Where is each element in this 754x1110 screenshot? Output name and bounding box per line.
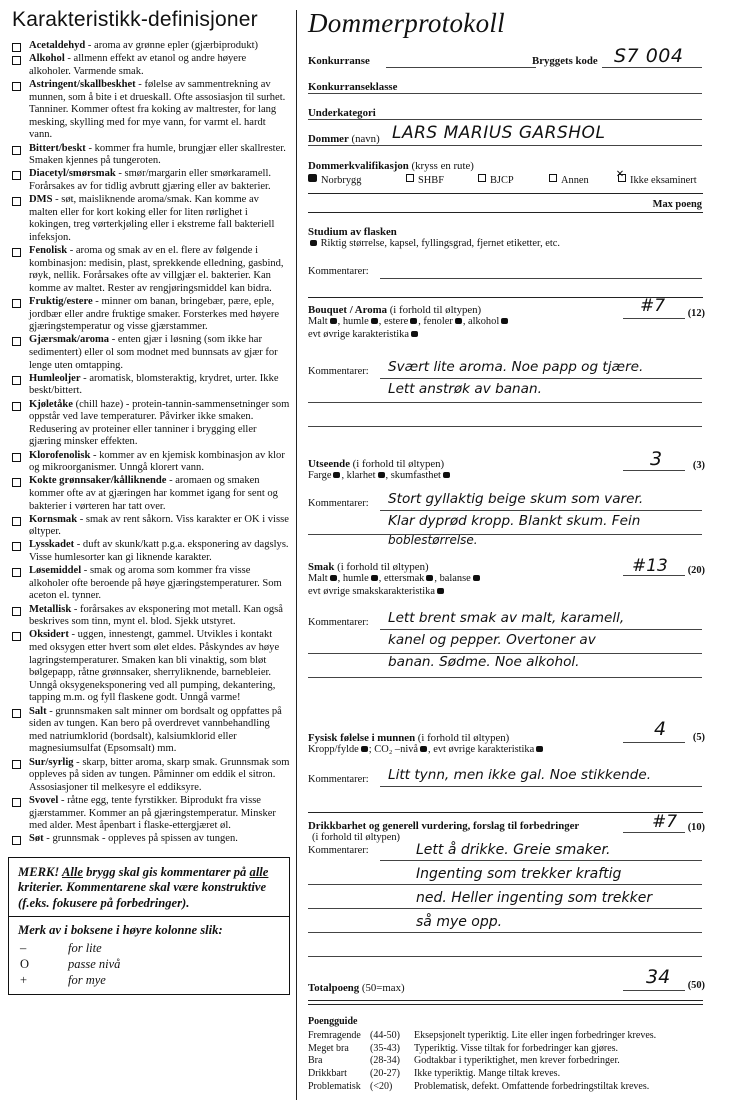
definition-text: - råtne egg, tente fyrstikker. Biprodukt fra visse gjærstammer. Kommer an på gjæringstemperatur. Minsker med alder. Mest åpenbart i flaske-ettergjæret øl.: [29, 794, 276, 832]
fysisk-comment: [388, 764, 698, 786]
definition-term: Metallisk: [29, 603, 72, 615]
studium-title: Studium av flasken: [308, 226, 397, 238]
guide-range: (35-43): [370, 1042, 400, 1054]
guide-name: Meget bra: [308, 1042, 349, 1054]
criterion-label: evt øvrige smakskarakteristika: [308, 585, 435, 597]
definition-term: Svovel: [29, 794, 59, 806]
definition-text: - grunnsmaken salt minner om bordsalt og oppfattes på siden av tungen. Kan bero på overdrevet vannbehandling med natriumklorid (bordsalt), kalsiumklorid eller magnesiumsulfat (Epsomsalt) mm.: [29, 705, 282, 755]
criterion-label: , evt øvrige karakteristika: [428, 744, 535, 755]
definition-text: - smør/margarin eller smørkaramell. Forårsakes av for tidlig avbrutt gjæring eller av bakterier.: [29, 168, 272, 192]
definition-item: [8, 399, 290, 449]
total-score-field[interactable]: [623, 990, 685, 991]
definition-item: [8, 565, 290, 603]
konkurranse-field[interactable]: [386, 67, 536, 68]
merk-note: [8, 857, 290, 918]
comment-line: boblestørrelse.: [388, 533, 478, 547]
mark-icon[interactable]: [378, 472, 385, 478]
protocol-title: Dommerprotokoll: [308, 8, 505, 38]
guide-range: (20-27): [370, 1068, 400, 1080]
definition-term: Humleoljer: [29, 372, 81, 384]
definition-item: [8, 539, 290, 564]
legend-desc: for mye: [68, 973, 106, 988]
legend-desc: passe nivå: [68, 957, 121, 972]
criterion-label: , alkohol: [462, 316, 500, 327]
merk-note-alle-1: Alle: [61, 864, 83, 879]
definition-term: DMS: [29, 194, 53, 206]
checkbox-icon[interactable]: [12, 760, 21, 769]
legend-symbol: +: [20, 973, 28, 988]
definition-item: [8, 245, 290, 295]
definition-term: Diacetyl/smørsmak: [29, 168, 116, 180]
comment-line: Ingenting som trekker kraftig: [416, 866, 622, 882]
definition-item: [8, 604, 290, 629]
definition-text: - aromaen og smaken kommer ofte av at gjæringen har kommet igang for sent og bakterier i vørteren har tatt over.: [29, 475, 278, 512]
criterion-label: , balanse: [434, 573, 471, 584]
kval-option-shbf[interactable]: [406, 174, 444, 186]
criterion-label: evt øvrige karakteristika: [308, 328, 409, 340]
guide-name: Fremragende: [308, 1029, 361, 1041]
guide-name: Drikkbart: [308, 1068, 347, 1080]
kval-option-label: SHBF: [418, 175, 444, 186]
studium-text-row: [308, 238, 703, 251]
definition-item: [8, 833, 290, 846]
guide-desc: Godtakbar i typeriktighet, men krever forbedringer.: [414, 1055, 620, 1067]
checkbox-icon[interactable]: [12, 836, 21, 845]
guide-row: [308, 1068, 708, 1081]
drikk-comment-label: Kommentarer:: [308, 844, 369, 856]
criterion-label: , fenoler: [418, 316, 453, 327]
total-section: [308, 966, 705, 998]
mark-icon[interactable]: [330, 575, 337, 581]
drikk-comment-field-5[interactable]: [308, 956, 702, 957]
smak-section: [308, 556, 705, 701]
bouquet-criteria-2: [308, 329, 703, 342]
utseende-sub: (i forhold til øltypen): [349, 458, 445, 470]
studium-section: [308, 226, 703, 286]
definition-text: - smak av rent såkorn. Viss karakter er OK i visse øltyper.: [29, 513, 289, 538]
konkurranseklasse-field[interactable]: [308, 93, 702, 94]
marking-legend-heading: Merk av i boksene i høyre kolonne slik:: [18, 923, 223, 938]
definition-item: [8, 296, 290, 334]
guide-row: [308, 1043, 708, 1056]
checkbox-icon[interactable]: [308, 174, 317, 182]
kval-label: Dommerkvalifikasjon: [308, 160, 409, 172]
bouquet-score-field[interactable]: [623, 318, 685, 319]
comment-line: Lett brent smak av malt, karamell,: [388, 610, 625, 626]
mark-icon[interactable]: [330, 318, 337, 324]
checkbox-icon[interactable]: [12, 453, 21, 462]
merk-note-text-c: kriterier. Kommentarene skal være konstruktive (f.eks. fokusere på forbedringer).: [18, 880, 267, 910]
utseende-comment: [388, 488, 698, 548]
definition-text: - kommer av en kjemisk kombinasjon av klor og mikroorganismer. Unngå klorert vann.: [29, 449, 285, 474]
guide-row: [308, 1030, 708, 1043]
total-label: Totalpoeng: [308, 982, 360, 994]
kval-option-label: Norbrygg: [321, 175, 362, 186]
criterion-label: , humle: [337, 316, 369, 327]
criterion-label: Farge: [308, 470, 332, 481]
utseende-comment-field-2[interactable]: [308, 534, 702, 535]
mark-icon: [310, 240, 317, 246]
smak-title: Smak: [308, 561, 335, 573]
checkbox-icon[interactable]: [12, 299, 21, 308]
section-rule: [308, 812, 703, 813]
bryggets-kode-field[interactable]: [602, 67, 702, 68]
underkategori-field[interactable]: [308, 119, 702, 120]
checkbox-icon[interactable]: [12, 56, 21, 65]
definitions-title: Karakteristikk-definisjoner: [12, 8, 258, 31]
protocol-header: [308, 45, 708, 213]
checked-box-icon[interactable]: [618, 174, 626, 182]
drikk-sub: (i forhold til øltypen): [312, 832, 401, 843]
mark-icon[interactable]: [411, 331, 418, 337]
checkbox-icon[interactable]: [12, 709, 21, 718]
definition-text: - uggen, innestengt, gammel. Utvikles i kontakt med oksygen etter hvert som ølet eldes. Påskyndes av høye lagringstemperaturer. Smaken kan bli vinaktig, som bløt bølgepapp, råtne grønnsaker, sherryliknende, barnebleier. Unngå oksygeneksponering ved all pumping, dekantering, tapping m.m. og fyll flaskene godt. Unngå varme!: [29, 629, 280, 704]
merk-note-alle-2: alle: [249, 864, 269, 879]
definition-item: [8, 168, 290, 193]
bryggets-kode-value: S7 004: [614, 45, 684, 67]
checkbox-icon[interactable]: [12, 43, 21, 52]
mark-icon[interactable]: [371, 318, 378, 324]
drikk-comment-field-3[interactable]: [308, 908, 702, 909]
bryggets-kode-label: Bryggets kode: [532, 55, 598, 67]
checkbox-icon[interactable]: [12, 337, 21, 346]
definition-term: Fenolisk: [29, 245, 68, 257]
definition-text: - smak og aroma som kommer fra visse alkoholer ofte beroende på høye gjæringstemperaturer. Som aceton el. tynner.: [29, 565, 282, 602]
utseende-score-field[interactable]: [623, 470, 685, 471]
utseende-max: (3): [692, 460, 705, 471]
mark-icon[interactable]: [361, 746, 368, 752]
total-max: (50): [687, 980, 705, 991]
criterion-label: , klarhet: [341, 470, 376, 481]
mark-icon[interactable]: [473, 575, 480, 581]
definitions-list: [8, 40, 290, 846]
definition-text: - allmenn effekt av etanol og andre høyere alkoholer. Varmende smak.: [29, 53, 247, 77]
definition-term: Kornsmak: [29, 513, 78, 525]
marking-legend: [8, 917, 290, 995]
merk-note-text-a: MERK!: [18, 864, 62, 879]
definition-term: Fruktig/estere: [29, 296, 93, 308]
mark-icon[interactable]: [410, 318, 417, 324]
bouquet-max: (12): [687, 308, 705, 319]
drikk-score-field[interactable]: [623, 832, 685, 833]
checkbox-icon[interactable]: [12, 517, 21, 526]
checkbox-icon[interactable]: [12, 632, 21, 641]
dommer-value: LARS MARIUS GARSHOL: [392, 123, 606, 143]
checkbox-icon[interactable]: [478, 174, 486, 182]
smak-score-field[interactable]: [623, 575, 685, 576]
definition-text: - aroma av grønne epler (gjærbiprodukt): [85, 40, 259, 51]
drikk-score: #7: [652, 812, 678, 832]
checkbox-icon[interactable]: [12, 146, 21, 155]
dommer-label: Dommer: [308, 133, 349, 145]
criterion-label: Malt: [308, 573, 328, 584]
smak-criteria-2: [308, 586, 703, 599]
fysisk-criteria: [308, 744, 703, 757]
drikk-comment-field-4[interactable]: [308, 932, 702, 933]
kval-label-wrap: [308, 160, 474, 172]
poengguide-heading: Poengguide: [308, 1016, 358, 1027]
kval-option-norbrygg[interactable]: [308, 174, 361, 186]
legend-row: [18, 972, 280, 988]
total-score: 34: [646, 966, 671, 988]
criterion-label: Malt: [308, 316, 328, 327]
utseende-comment-field[interactable]: [380, 510, 702, 511]
smak-comment-field-2[interactable]: [308, 653, 702, 654]
definition-item: [8, 79, 290, 142]
checkbox-icon[interactable]: [12, 568, 21, 577]
definition-term: Alkohol: [29, 53, 65, 65]
comment-line: ned. Heller ingenting som trekker: [416, 890, 653, 906]
smak-comment-label: Kommentarer:: [308, 617, 369, 628]
total-label-wrap: [308, 982, 405, 994]
guide-row: [308, 1081, 708, 1094]
mark-icon[interactable]: [455, 318, 462, 324]
checkbox-icon[interactable]: [12, 607, 21, 616]
utseende-section: [308, 448, 705, 568]
drikk-max: (10): [687, 822, 705, 833]
guide-range: (28-34): [370, 1055, 400, 1067]
guide-range: (44-50): [370, 1029, 400, 1041]
merk-note-text-b: brygg skal gis kommentarer på: [82, 864, 250, 879]
criterion-label: , estere: [378, 316, 409, 327]
studium-text: Riktig størrelse, kapsel, fyllingsgrad, fjernet etiketter, etc.: [320, 238, 560, 249]
comment-line: Lett å drikke. Greie smaker.: [416, 842, 611, 858]
bouquet-comment-field-3[interactable]: [308, 426, 702, 427]
kval-option-label: Annen: [561, 175, 589, 186]
criterion-label: , humle: [337, 573, 369, 584]
utseende-criteria: [308, 470, 703, 483]
utseende-score: 3: [650, 448, 663, 470]
guide-row: [308, 1055, 708, 1068]
guide-desc: Problematisk, defekt. Omfattende forbedringstiltak kreves.: [414, 1080, 650, 1092]
legend-row: [18, 956, 280, 972]
comment-line: banan. Sødme. Noe alkohol.: [388, 654, 580, 670]
definition-term: Sur/syrlig: [29, 756, 74, 768]
konkurranseklasse-label: Konkurranseklasse: [308, 81, 398, 93]
definition-item: [8, 194, 290, 244]
smak-comment-field-3[interactable]: [308, 677, 702, 678]
fysisk-comment-label: Kommentarer:: [308, 774, 369, 785]
definition-item: [8, 373, 290, 398]
mark-icon[interactable]: [420, 746, 427, 752]
legend-desc: for lite: [68, 941, 102, 956]
checkbox-icon[interactable]: [12, 82, 21, 91]
guide-name: Problematisk: [308, 1080, 361, 1092]
definition-text: - enten gjær i løsning (som ikke har sedimentert) eller ol som modnet med bunnsats av gjær for lenge uten omtapping.: [29, 334, 278, 371]
mark-icon[interactable]: [333, 472, 340, 478]
drikk-title: Drikkbarhet og generell vurdering, forslag til forbedringer: [308, 820, 580, 832]
definition-term: Oksidert: [29, 629, 69, 641]
guide-desc: Typeriktig. Visse tiltak for forbedringer kan gjøres.: [414, 1042, 619, 1054]
comment-line: kanel og pepper. Overtoner av: [388, 632, 596, 648]
checkbox-icon[interactable]: [12, 478, 21, 487]
checkbox-icon[interactable]: [12, 171, 21, 180]
definition-item: [8, 757, 290, 795]
definition-item: [8, 143, 290, 168]
dommer-label-wrap: [308, 133, 380, 145]
definition-term: Klorofenolisk: [29, 449, 91, 461]
definition-text: (chill haze) - protein-tannin-sammensetninger som oppstår ved lave temperaturer. Påvirker ikke smaken. Redusering av proteiner eller tanniner i brygging eller gjæring minsker effekten.: [29, 398, 290, 448]
guide-name: Bra: [308, 1055, 323, 1067]
definition-item: [8, 795, 290, 833]
utseende-comment-label: Kommentarer:: [308, 498, 369, 509]
criterion-label: Kropp/fylde: [308, 744, 359, 755]
utseende-title-row: [308, 458, 703, 470]
drikk-comment-field-2[interactable]: [308, 884, 702, 885]
definition-term: Salt: [29, 705, 47, 717]
studium-comment-label: Kommentarer:: [308, 266, 369, 277]
definition-text: - følelse av sammentrekning av munnen, som å bite i et drueskall. Ofte assosiasjon til surhet. Tanniner. Kommer oftest fra koking av maltrester, for lang mesking, skylling med for mye vann, for varmt el. hardt vann.: [29, 78, 286, 141]
comment-line: Stort gyllaktig beige skum som varer.: [388, 491, 644, 507]
definition-term: Kokte grønnsaker/kålliknende: [29, 475, 167, 487]
definition-text: - aromatisk, blomsteraktig, krydret, urter. Ikke beskt/bittert.: [29, 372, 279, 397]
guide-range: (<20): [370, 1080, 393, 1092]
fysisk-section: [308, 718, 705, 802]
section-rule: [308, 1000, 703, 1001]
kval-option-annen[interactable]: [549, 174, 589, 186]
judge-protocol: [308, 8, 708, 1092]
checkbox-icon[interactable]: [12, 402, 21, 411]
definition-item: [8, 53, 290, 78]
checkbox-icon[interactable]: [12, 197, 21, 206]
bouquet-sub: (i forhold til øltypen): [387, 304, 482, 316]
kval-option-label: Ikke eksaminert: [630, 175, 697, 186]
criterion-label: , ettersmak: [378, 573, 425, 584]
checkbox-icon[interactable]: [406, 174, 414, 182]
column-divider: [296, 10, 297, 1100]
kval-option-label: BJCP: [490, 175, 514, 186]
definition-term: Løsemiddel: [29, 565, 82, 577]
definition-item: [8, 706, 290, 756]
definition-term: Kjøletåke: [29, 398, 73, 410]
definition-item: [8, 334, 290, 372]
legend-row: [18, 940, 280, 956]
comment-line: så mye opp.: [416, 914, 503, 930]
header-rule: [308, 193, 703, 194]
definitions-column: [8, 8, 290, 995]
bouquet-comment-field-2[interactable]: [308, 402, 702, 403]
bouquet-title: Bouquet / Aroma: [308, 304, 387, 316]
checkbox-icon[interactable]: [12, 798, 21, 807]
studium-comment-field[interactable]: [380, 278, 702, 279]
kval-sub: (kryss en rute): [408, 160, 474, 172]
total-sub: (50=max): [359, 982, 405, 994]
definition-term: Søt: [29, 833, 44, 845]
bouquet-comment-label: Kommentarer:: [308, 366, 369, 377]
mark-icon[interactable]: [536, 746, 543, 752]
definition-term: Gjærsmak/aroma: [29, 334, 110, 346]
definition-text: - aroma og smak av en el. flere av følgende i kombinasjon: medisin, plast, sprekkende elledning, gasbind, røyk, nellik. Forårsakes ofte av villgjær el. bakterier. Kan komme av maltet. Rester av rengjøringsmiddel kan bidra.: [29, 245, 284, 294]
definition-term: Astringent/skallbeskhet: [29, 78, 136, 90]
header-rule-2: [308, 212, 703, 213]
fysisk-max: (5): [692, 732, 705, 743]
bouquet-section: [308, 296, 705, 449]
guide-desc: Ikke typeriktig. Mange tiltak kreves.: [414, 1068, 561, 1080]
definition-text: - forårsakes av eksponering mot metall. Kan også beskrives som tinn, mynt el. blod. Sjekk utstyret.: [29, 603, 283, 628]
fysisk-score: 4: [654, 718, 667, 740]
comment-line: Litt tynn, men ikke gal. Noe stikkende.: [388, 767, 652, 783]
smak-max: (20): [687, 565, 705, 576]
definition-term: Lysskadet: [29, 539, 75, 551]
definition-text: - kommer fra humle, brungjær eller skallrester. Smaken kjennes på tungeroten.: [29, 142, 286, 167]
fysisk-sub: (i forhold til øltypen): [415, 732, 510, 744]
definition-item: [8, 40, 290, 53]
criterion-label: ; CO₂ –nivå: [368, 744, 419, 755]
checkbox-icon[interactable]: [12, 376, 21, 385]
smak-score: #13: [632, 556, 668, 576]
definition-item: [8, 514, 290, 539]
definition-item: [8, 629, 290, 705]
definition-text: - skarp, bitter aroma, skarp smak. Grunnsmak som oppleves på siden av tungen. Påminner om eddik el sitron. Assosiasjoner til melkesyre el eddiksyre.: [29, 756, 290, 793]
smak-sub: (i forhold til øltypen): [334, 561, 429, 573]
mark-icon[interactable]: [501, 318, 508, 324]
kval-option-ikke-eksaminert[interactable]: [618, 174, 697, 186]
dommer-sub: (navn): [348, 133, 380, 145]
fysisk-score-field[interactable]: [623, 742, 685, 743]
guide-desc: Eksepsjonelt typeriktig. Lite eller ingen forbedringer kreves.: [414, 1029, 657, 1041]
definition-item: [8, 450, 290, 475]
konkurranse-label: Konkurranse: [308, 55, 370, 67]
poengguide: [308, 1016, 708, 1094]
definition-text: - minner om banan, bringebær, pære, eple, jordbær eller andre fruktige smaker. Forsterkes med høyere gjæringstemperatur og visse gjærstammer.: [29, 296, 280, 333]
comment-line: Lett anstrøk av banan.: [388, 381, 542, 397]
legend-symbol: –: [20, 941, 27, 956]
bouquet-score: #7: [640, 296, 666, 316]
comment-line: Svært lite aroma. Noe papp og tjære.: [388, 359, 644, 375]
smak-comment: [388, 607, 698, 673]
dommer-field[interactable]: [308, 145, 702, 146]
drikk-comment: [416, 838, 696, 934]
checkbox-icon[interactable]: [12, 248, 21, 257]
criterion-label: , skumfasthet: [385, 470, 441, 481]
definition-term: Acetaldehyd: [29, 40, 86, 51]
definition-text: - søt, maisliknende aroma/smak. Kan komme av malten eller for kort koking eller for liten rørlighet i kokingen, treg vørterkjøling eller i ekstreme fall bakteriell infeksjon.: [29, 194, 275, 243]
definition-term: Bittert/beskt: [29, 142, 86, 154]
definition-item: [8, 475, 290, 513]
smak-comment-field[interactable]: [380, 629, 702, 630]
kval-option-bjcp[interactable]: [478, 174, 514, 186]
mark-icon[interactable]: [437, 588, 444, 594]
bouquet-comment-field[interactable]: [380, 378, 702, 379]
comment-line: Klar dyprød kropp. Blankt skum. Fein: [388, 513, 641, 529]
fysisk-comment-field[interactable]: [380, 786, 702, 787]
checkbox-icon[interactable]: [12, 542, 21, 551]
definition-text: - grunnsmak - oppleves på spissen av tungen.: [43, 833, 238, 845]
underkategori-label: Underkategori: [308, 107, 376, 119]
checkbox-icon[interactable]: [549, 174, 557, 182]
section-rule: [308, 1004, 703, 1005]
legend-symbol: O: [20, 957, 30, 972]
mark-icon[interactable]: [443, 472, 450, 478]
mark-icon[interactable]: [371, 575, 378, 581]
utseende-title: Utseende: [308, 458, 350, 470]
drikkbarhet-section: [308, 812, 705, 970]
mark-icon[interactable]: [426, 575, 433, 581]
max-poeng-label: Max poeng: [652, 199, 702, 210]
fysisk-title: Fysisk følelse i munnen: [308, 732, 416, 744]
definition-text: - duft av skunk/katt p.g.a. eksponering av dagslys. Visse humlesorter kan gi liknende karakter.: [29, 539, 289, 564]
drikk-comment-field[interactable]: [380, 860, 702, 861]
